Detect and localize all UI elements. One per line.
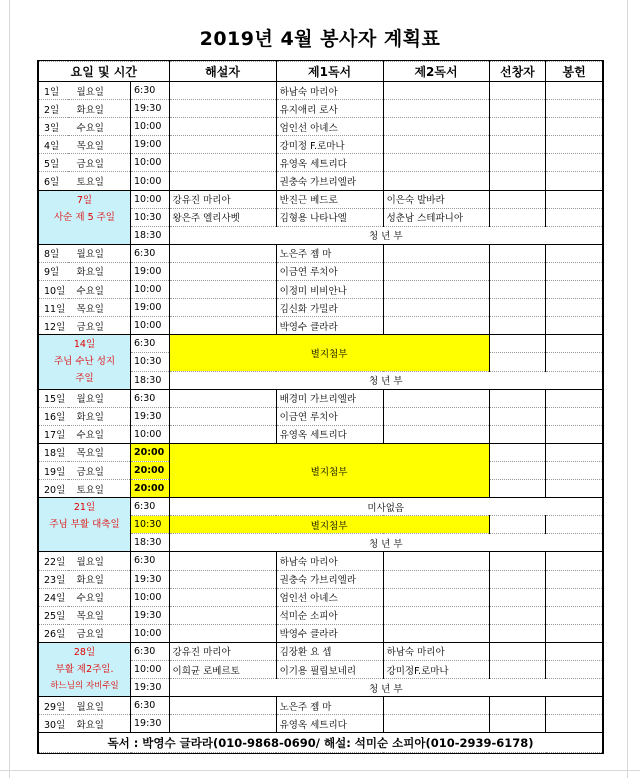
- offering-cell: [546, 244, 603, 262]
- cantor-cell: [489, 172, 546, 190]
- offering-cell: [546, 715, 603, 733]
- weekday-cell: 수요일: [68, 118, 130, 136]
- reader1-cell: 이금연 루치아: [276, 407, 383, 425]
- table-row: [39, 172, 603, 190]
- cantor-cell: [489, 606, 546, 624]
- cantor-cell: [489, 82, 546, 100]
- time-cell: 19:30: [131, 606, 170, 624]
- day-cell: 9일: [39, 262, 69, 280]
- reader2-cell: [383, 82, 489, 100]
- offering-cell: [546, 425, 603, 443]
- commentator-cell: [169, 552, 276, 570]
- offering-cell: [546, 624, 603, 642]
- commentator-cell: [169, 715, 276, 733]
- schedule-table: [38, 61, 603, 753]
- header-reader1: 제1독서: [276, 62, 383, 82]
- reader1-cell: 박영수 클라라: [276, 317, 383, 335]
- header-date-time: 요일 및 시간: [39, 62, 170, 82]
- time-cell: 10:00: [131, 190, 170, 208]
- table-row: [39, 100, 603, 118]
- time-cell: 10:30: [131, 208, 170, 226]
- time-cell: 10:30: [131, 516, 170, 534]
- reader2-cell: [383, 570, 489, 588]
- reader1-cell: 유영옥 세트리다: [276, 425, 383, 443]
- day-cell: 12일: [39, 317, 69, 335]
- sunday-label-cell: [39, 335, 131, 389]
- cantor-cell: [489, 588, 546, 606]
- time-cell: 10:00: [131, 317, 170, 335]
- day-cell: 5일: [39, 154, 69, 172]
- cantor-cell: [489, 262, 546, 280]
- table-row: [39, 82, 603, 100]
- weekday-cell: 목요일: [68, 443, 130, 461]
- offering-cell: [546, 461, 603, 479]
- time-cell: 6:30: [131, 244, 170, 262]
- weekday-cell: 화요일: [68, 262, 130, 280]
- day-cell: 22일: [39, 552, 69, 570]
- contact-footer: 독서 : 박영수 글라라(010-9868-0690/ 해설: 석미순 소피아(010-2939-6178): [39, 733, 603, 753]
- cantor-cell: [489, 661, 546, 679]
- reader1-cell: 이기용 필립보네리: [276, 661, 383, 679]
- time-cell: 6:30: [131, 697, 170, 715]
- reader1-cell: 이정미 비비안나: [276, 281, 383, 299]
- reader1-cell: 배경미 가브리엘라: [276, 389, 383, 407]
- cantor-cell: [489, 552, 546, 570]
- weekday-cell: 월요일: [68, 697, 130, 715]
- day-cell: 23일: [39, 570, 69, 588]
- day-cell: 3일: [39, 118, 69, 136]
- time-cell: 20:00: [131, 443, 170, 461]
- table-row: [39, 389, 603, 407]
- time-cell: 10:00: [131, 281, 170, 299]
- commentator-cell: [169, 100, 276, 118]
- table-row: [39, 118, 603, 136]
- day-cell: 16일: [39, 407, 69, 425]
- weekday-cell: 목요일: [68, 606, 130, 624]
- reader1-cell: 권충숙 가브리엘라: [276, 570, 383, 588]
- offering-cell: [546, 190, 603, 208]
- weekday-cell: 월요일: [68, 82, 130, 100]
- page-title: 2019년 4월 봉사자 계획표: [199, 28, 441, 50]
- cantor-cell: [489, 425, 546, 443]
- reader1-cell: 유영옥 세트리다: [276, 715, 383, 733]
- sunday-label-cell: [39, 642, 131, 696]
- offering-cell: [546, 588, 603, 606]
- table-row: [39, 154, 603, 172]
- commentator-cell: 왕은주 엘리사벳: [169, 208, 276, 226]
- weekday-cell: 목요일: [68, 136, 130, 154]
- footer-row: [39, 733, 603, 753]
- reader2-cell: [383, 552, 489, 570]
- reader2-cell: [383, 317, 489, 335]
- table-row: [39, 715, 603, 733]
- time-cell: 10:00: [131, 661, 170, 679]
- cantor-cell: [489, 715, 546, 733]
- cantor-cell: [489, 570, 546, 588]
- reader1-cell: 김신화 가밀라: [276, 299, 383, 317]
- reader1-cell: 유영옥 세트리다: [276, 154, 383, 172]
- time-cell: 10:00: [131, 154, 170, 172]
- table-row: [39, 299, 603, 317]
- cantor-cell: [489, 190, 546, 208]
- time-cell: 19:30: [131, 407, 170, 425]
- time-cell: 20:00: [131, 461, 170, 479]
- cantor-cell: [489, 281, 546, 299]
- offering-cell: [546, 570, 603, 588]
- weekday-cell: 화요일: [68, 100, 130, 118]
- cantor-cell: [489, 624, 546, 642]
- commentator-cell: [169, 317, 276, 335]
- commentator-cell: [169, 570, 276, 588]
- offering-cell: [546, 299, 603, 317]
- triduum-row: [39, 443, 603, 461]
- day-cell: 15일: [39, 389, 69, 407]
- cantor-cell: [489, 443, 546, 461]
- time-cell: 10:00: [131, 624, 170, 642]
- cantor-cell: [489, 353, 546, 371]
- commentator-cell: [169, 172, 276, 190]
- time-cell: 6:30: [131, 642, 170, 660]
- table-row: [39, 281, 603, 299]
- sunday-title: 부활 제2주일.: [55, 664, 114, 676]
- sunday-label-cell: [39, 498, 131, 552]
- table-row: [39, 407, 603, 425]
- header-cantor: 선창자: [489, 62, 546, 82]
- time-cell: 18:30: [131, 226, 170, 244]
- commentator-cell: [169, 425, 276, 443]
- table-row: [39, 262, 603, 280]
- offering-cell: [546, 208, 603, 226]
- cantor-cell: [489, 642, 546, 660]
- commentator-cell: [169, 697, 276, 715]
- weekday-cell: 목요일: [68, 299, 130, 317]
- sunday-title: 사순 제 5 주일: [54, 211, 115, 223]
- table-row: [39, 425, 603, 443]
- reader1-cell: 반진근 베드로: [276, 190, 383, 208]
- youth-group-cell: 청 년 부: [169, 371, 602, 389]
- reader1-cell: 석미순 소피아: [276, 606, 383, 624]
- sunday-row: [39, 190, 603, 208]
- sunday-day: 7일: [76, 194, 93, 206]
- table-row: [39, 697, 603, 715]
- reader2-cell: 강미정F.로마나: [383, 661, 489, 679]
- header-reader2: 제2독서: [383, 62, 489, 82]
- cantor-cell: [489, 154, 546, 172]
- time-cell: 20:00: [131, 480, 170, 498]
- commentator-cell: [169, 136, 276, 154]
- day-cell: 25일: [39, 606, 69, 624]
- time-cell: 10:00: [131, 118, 170, 136]
- reader1-cell: 하남숙 마리아: [276, 552, 383, 570]
- time-cell: 18:30: [131, 534, 170, 552]
- reader1-cell: 박영수 클라라: [276, 624, 383, 642]
- day-cell: 2일: [39, 100, 69, 118]
- reader2-cell: 성춘남 스테파니아: [383, 208, 489, 226]
- commentator-cell: [169, 244, 276, 262]
- page-guide-right: [627, 0, 628, 778]
- weekday-cell: 화요일: [68, 715, 130, 733]
- reader2-cell: [383, 154, 489, 172]
- offering-cell: [546, 281, 603, 299]
- commentator-cell: [169, 624, 276, 642]
- reader1-cell: 김형용 나타나엘: [276, 208, 383, 226]
- weekday-cell: 화요일: [68, 570, 130, 588]
- reader2-cell: [383, 389, 489, 407]
- reader2-cell: [383, 244, 489, 262]
- sunday-title: 주님 수난 성지: [53, 356, 116, 368]
- time-cell: 10:00: [131, 172, 170, 190]
- offering-cell: [546, 136, 603, 154]
- attached-sheet-cell: 별지첨부: [169, 443, 489, 497]
- offering-cell: [546, 389, 603, 407]
- no-mass-cell: 미사없음: [169, 498, 602, 516]
- time-cell: 6:30: [131, 335, 170, 353]
- table-row: [39, 606, 603, 624]
- cantor-cell: [489, 136, 546, 154]
- time-cell: 19:30: [131, 679, 170, 697]
- reader1-cell: 이금연 루치아: [276, 262, 383, 280]
- reader2-cell: [383, 588, 489, 606]
- offering-cell: [546, 335, 603, 353]
- offering-cell: [546, 443, 603, 461]
- youth-group-cell: 청 년 부: [169, 226, 602, 244]
- page-guide-left: [9, 0, 10, 778]
- day-cell: 24일: [39, 588, 69, 606]
- time-cell: 10:30: [131, 353, 170, 371]
- reader2-cell: [383, 136, 489, 154]
- sunday-day: 14일: [73, 339, 96, 351]
- commentator-cell: [169, 82, 276, 100]
- offering-cell: [546, 480, 603, 498]
- reader1-cell: 엄인선 아녜스: [276, 588, 383, 606]
- day-cell: 29일: [39, 697, 69, 715]
- commentator-cell: [169, 407, 276, 425]
- commentator-cell: [169, 389, 276, 407]
- attached-sheet-cell: 별지첨부: [169, 516, 489, 534]
- reader1-cell: 노은주 젬 마: [276, 244, 383, 262]
- youth-group-cell: 청 년 부: [169, 534, 602, 552]
- cantor-cell: [489, 335, 546, 353]
- time-cell: 6:30: [131, 498, 170, 516]
- commentator-cell: 이희균 로베르토: [169, 661, 276, 679]
- offering-cell: [546, 516, 603, 534]
- reader2-cell: 이은숙 발바라: [383, 190, 489, 208]
- day-cell: 4일: [39, 136, 69, 154]
- table-row: [39, 588, 603, 606]
- day-cell: 30일: [39, 715, 69, 733]
- offering-cell: [546, 606, 603, 624]
- day-cell: 11일: [39, 299, 69, 317]
- offering-cell: [546, 552, 603, 570]
- time-cell: 19:00: [131, 299, 170, 317]
- commentator-cell: [169, 262, 276, 280]
- cantor-cell: [489, 100, 546, 118]
- reader1-cell: 김장환 요 셉: [276, 642, 383, 660]
- cantor-cell: [489, 516, 546, 534]
- reader1-cell: 엄인선 아녜스: [276, 118, 383, 136]
- header-row: [39, 62, 603, 82]
- day-cell: 18일: [39, 443, 69, 461]
- weekday-cell: 월요일: [68, 552, 130, 570]
- commentator-cell: [169, 588, 276, 606]
- table-row: [39, 624, 603, 642]
- time-cell: 10:00: [131, 588, 170, 606]
- reader2-cell: [383, 624, 489, 642]
- table-row: [39, 136, 603, 154]
- reader2-cell: [383, 100, 489, 118]
- time-cell: 19:00: [131, 136, 170, 154]
- offering-cell: [546, 407, 603, 425]
- cantor-cell: [489, 480, 546, 498]
- reader1-cell: 강미정 F.로마나: [276, 136, 383, 154]
- table-row: [39, 552, 603, 570]
- offering-cell: [546, 262, 603, 280]
- weekday-cell: 수요일: [68, 425, 130, 443]
- cantor-cell: [489, 244, 546, 262]
- reader2-cell: [383, 425, 489, 443]
- commentator-cell: 강유진 마리아: [169, 190, 276, 208]
- offering-cell: [546, 697, 603, 715]
- reader2-cell: [383, 299, 489, 317]
- sunday-day: 21일: [73, 502, 96, 514]
- day-cell: 17일: [39, 425, 69, 443]
- offering-cell: [546, 118, 603, 136]
- weekday-cell: 수요일: [68, 281, 130, 299]
- time-cell: 19:30: [131, 570, 170, 588]
- attached-sheet-cell: 별지첨부: [169, 335, 489, 371]
- weekday-cell: 토요일: [68, 172, 130, 190]
- sunday-title-line2: 주일: [75, 373, 94, 385]
- weekday-cell: 화요일: [68, 407, 130, 425]
- commentator-cell: [169, 154, 276, 172]
- time-cell: 6:30: [131, 82, 170, 100]
- page-guide-bottom: [0, 770, 640, 771]
- table-row: [39, 244, 603, 262]
- table-row: [39, 317, 603, 335]
- offering-cell: [546, 82, 603, 100]
- day-cell: 8일: [39, 244, 69, 262]
- offering-cell: [546, 353, 603, 371]
- table-row: [39, 570, 603, 588]
- reader1-cell: 권충숙 가브리엘라: [276, 172, 383, 190]
- reader2-cell: [383, 262, 489, 280]
- commentator-cell: [169, 118, 276, 136]
- reader2-cell: [383, 606, 489, 624]
- header-offering: 봉헌: [546, 62, 603, 82]
- reader2-cell: [383, 407, 489, 425]
- commentator-cell: [169, 299, 276, 317]
- reader2-cell: [383, 172, 489, 190]
- cantor-cell: [489, 299, 546, 317]
- weekday-cell: 월요일: [68, 389, 130, 407]
- day-cell: 10일: [39, 281, 69, 299]
- sunday-row: [39, 498, 603, 516]
- time-cell: 19:00: [131, 262, 170, 280]
- day-cell: 20일: [39, 480, 69, 498]
- weekday-cell: 토요일: [68, 480, 130, 498]
- weekday-cell: 월요일: [68, 244, 130, 262]
- weekday-cell: 수요일: [68, 588, 130, 606]
- sunday-title-line2: 하느님의 자비주일: [50, 681, 119, 692]
- schedule-sheet: [37, 60, 604, 754]
- offering-cell: [546, 642, 603, 660]
- weekday-cell: 금요일: [68, 624, 130, 642]
- offering-cell: [546, 154, 603, 172]
- cantor-cell: [489, 317, 546, 335]
- sunday-day: 28일: [73, 647, 96, 659]
- reader1-cell: 노은주 젬 마: [276, 697, 383, 715]
- commentator-cell: [169, 281, 276, 299]
- day-cell: 19일: [39, 461, 69, 479]
- reader2-cell: [383, 697, 489, 715]
- time-cell: 10:00: [131, 425, 170, 443]
- cantor-cell: [489, 461, 546, 479]
- reader2-cell: [383, 281, 489, 299]
- cantor-cell: [489, 118, 546, 136]
- sunday-title: 주님 부활 대축일: [49, 519, 120, 531]
- cantor-cell: [489, 697, 546, 715]
- weekday-cell: 금요일: [68, 317, 130, 335]
- weekday-cell: 금요일: [68, 154, 130, 172]
- time-cell: 19:30: [131, 100, 170, 118]
- sunday-row: [39, 335, 603, 353]
- weekday-cell: 금요일: [68, 461, 130, 479]
- time-cell: 19:30: [131, 715, 170, 733]
- sunday-label-cell: [39, 190, 131, 244]
- day-cell: 1일: [39, 82, 69, 100]
- youth-group-cell: 청 년 부: [169, 679, 602, 697]
- header-commentator: 해설자: [169, 62, 276, 82]
- offering-cell: [546, 100, 603, 118]
- cantor-cell: [489, 407, 546, 425]
- offering-cell: [546, 317, 603, 335]
- offering-cell: [546, 172, 603, 190]
- sunday-row: [39, 642, 603, 660]
- time-cell: 6:30: [131, 389, 170, 407]
- reader2-cell: 하남숙 마리아: [383, 642, 489, 660]
- reader1-cell: 유지애리 로사: [276, 100, 383, 118]
- commentator-cell: 강유진 마리아: [169, 642, 276, 660]
- time-cell: 18:30: [131, 371, 170, 389]
- reader1-cell: 하남숙 마리아: [276, 82, 383, 100]
- day-cell: 6일: [39, 172, 69, 190]
- cantor-cell: [489, 208, 546, 226]
- time-cell: 6:30: [131, 552, 170, 570]
- day-cell: 26일: [39, 624, 69, 642]
- reader2-cell: [383, 118, 489, 136]
- cantor-cell: [489, 389, 546, 407]
- offering-cell: [546, 661, 603, 679]
- commentator-cell: [169, 606, 276, 624]
- reader2-cell: [383, 715, 489, 733]
